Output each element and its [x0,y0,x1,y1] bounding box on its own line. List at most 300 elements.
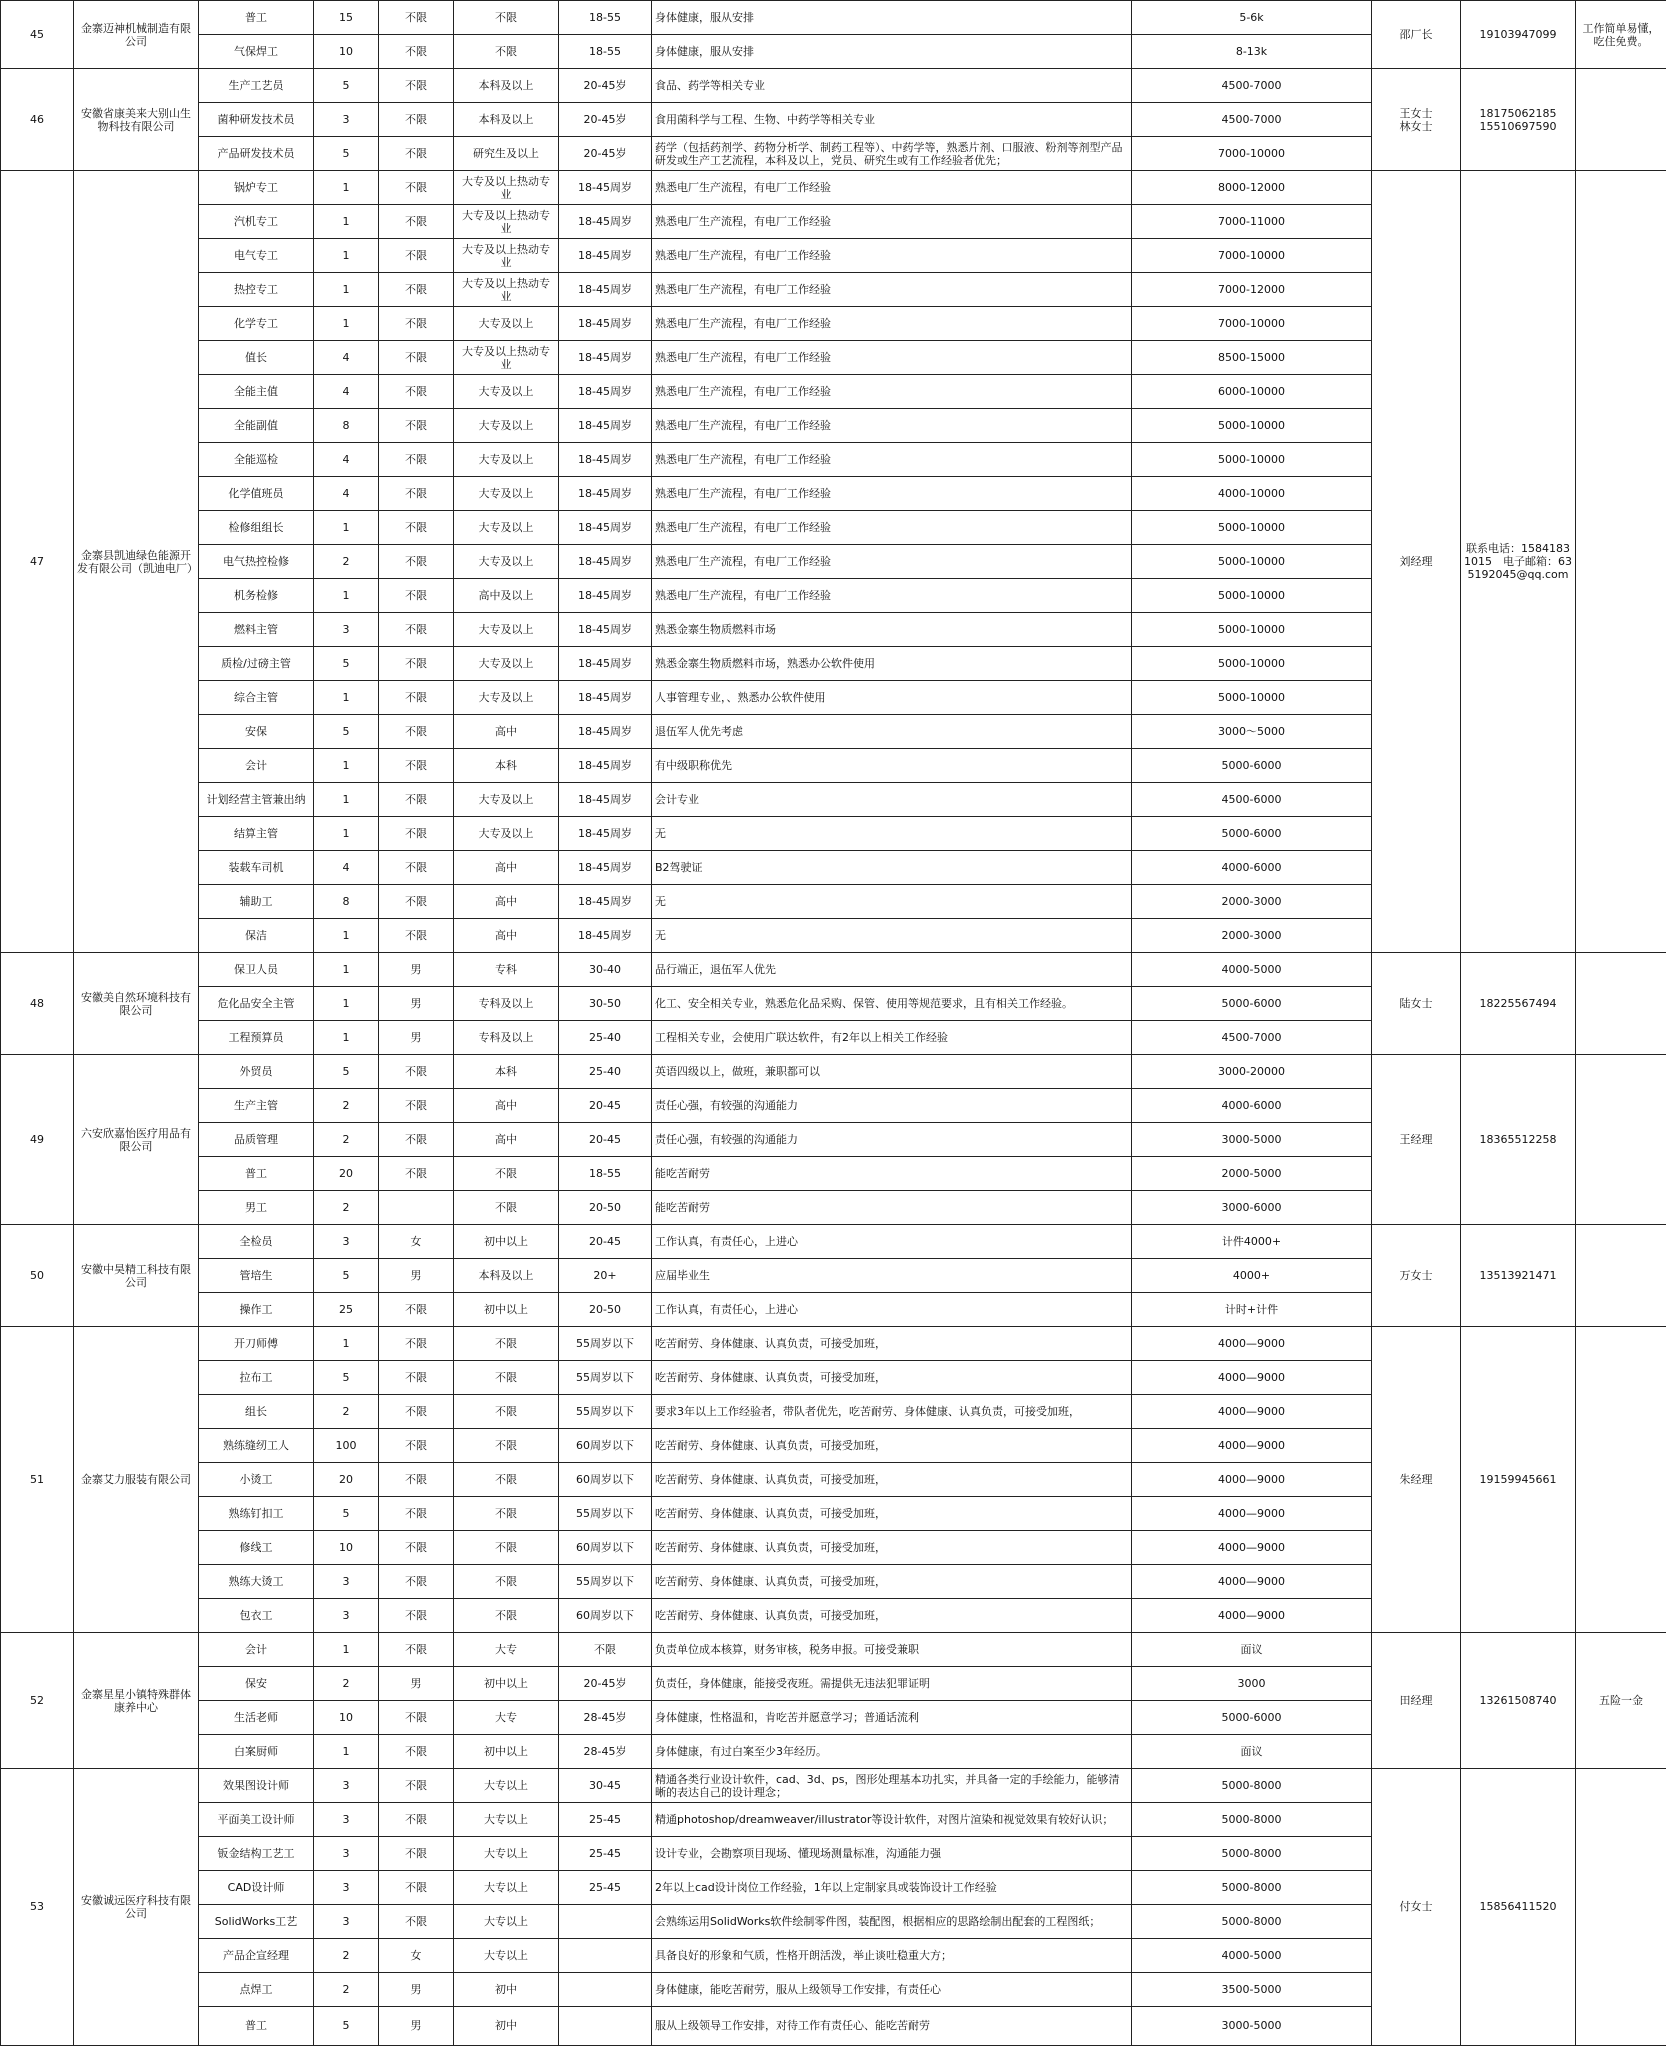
company-name: 安徽中昊精工科技有限公司 [74,1225,199,1327]
job-age: 18-45周岁 [559,239,652,273]
company-number: 52 [1,1633,74,1769]
job-requirements: 食用菌科学与工程、生物、中药学等相关专业 [652,103,1132,137]
job-requirements: 熟悉电厂生产流程，有电厂工作经验 [652,273,1132,307]
job-gender [379,1191,454,1225]
job-age: 20-45岁 [559,69,652,103]
job-education: 不限 [454,1,559,35]
job-education: 初中 [454,2007,559,2046]
job-count: 1 [314,817,379,851]
job-salary: 7000-10000 [1132,307,1372,341]
job-requirements: 身体健康，性格温和，肯吃苦并愿意学习；普通话流利 [652,1701,1132,1735]
job-title: 危化品安全主管 [199,987,314,1021]
job-salary: 面议 [1132,1735,1372,1769]
job-title: CAD设计师 [199,1871,314,1905]
job-salary: 3000-20000 [1132,1055,1372,1089]
job-gender: 不限 [379,171,454,205]
job-salary: 5000-10000 [1132,579,1372,613]
job-gender: 不限 [379,885,454,919]
job-title: 包衣工 [199,1599,314,1633]
job-age: 20-50 [559,1191,652,1225]
job-gender: 男 [379,1259,454,1293]
job-gender: 不限 [379,749,454,783]
job-count: 1 [314,681,379,715]
company-phone: 18175062185 15510697590 [1461,69,1576,171]
job-gender: 不限 [379,239,454,273]
job-salary: 4000-5000 [1132,953,1372,987]
job-count: 1 [314,783,379,817]
job-gender: 不限 [379,375,454,409]
job-age: 18-45周岁 [559,341,652,375]
job-age: 18-45周岁 [559,749,652,783]
job-age [559,1973,652,2007]
job-title: 气保焊工 [199,35,314,69]
job-title: 结算主管 [199,817,314,851]
job-education: 初中 [454,1973,559,2007]
job-requirements: 人事管理专业，、熟悉办公软件使用 [652,681,1132,715]
job-age [559,1939,652,1973]
job-requirements: 退伍军人优先考虑 [652,715,1132,749]
job-title: 熟练缝纫工人 [199,1429,314,1463]
job-age: 30-40 [559,953,652,987]
job-gender: 不限 [379,1531,454,1565]
job-title: 电气专工 [199,239,314,273]
job-education: 大专及以上热动专业 [454,171,559,205]
job-title: 普工 [199,1157,314,1191]
company-benefits [1576,1327,1666,1633]
job-requirements: 会计专业 [652,783,1132,817]
job-education: 大专及以上 [454,681,559,715]
company-number: 49 [1,1055,74,1225]
job-title: 白案厨师 [199,1735,314,1769]
job-education: 大专 [454,1701,559,1735]
job-education: 高中 [454,919,559,953]
job-gender: 男 [379,2007,454,2046]
job-count: 3 [314,1599,379,1633]
job-age: 18-45周岁 [559,205,652,239]
job-education: 大专及以上 [454,647,559,681]
job-age: 20+ [559,1259,652,1293]
company-benefits [1576,1055,1666,1225]
company-phone: 19103947099 [1461,1,1576,69]
job-education: 专科 [454,953,559,987]
job-requirements: 无 [652,885,1132,919]
job-gender: 不限 [379,1769,454,1803]
job-count: 1 [314,171,379,205]
company-name: 金寨迈神机械制造有限公司 [74,1,199,69]
job-salary: 7000-11000 [1132,205,1372,239]
job-salary: 4000—9000 [1132,1565,1372,1599]
job-age: 25-40 [559,1055,652,1089]
job-education: 大专及以上 [454,409,559,443]
job-count: 4 [314,851,379,885]
job-title: 男工 [199,1191,314,1225]
job-requirements: 身体健康，能吃苦耐劳，服从上级领导工作安排，有责任心 [652,1973,1132,2007]
job-age: 18-55 [559,1157,652,1191]
job-gender: 不限 [379,1395,454,1429]
table-row [1,953,1666,987]
job-salary: 3000 [1132,1667,1372,1701]
job-salary: 5000-6000 [1132,749,1372,783]
job-count: 1 [314,1021,379,1055]
job-age: 18-45周岁 [559,171,652,205]
job-education: 大专以上 [454,1837,559,1871]
job-salary: 8-13k [1132,35,1372,69]
job-age: 18-45周岁 [559,579,652,613]
job-age: 18-45周岁 [559,783,652,817]
job-title: 全能巡检 [199,443,314,477]
company-contact: 邵厂长 [1372,1,1461,69]
job-age: 55周岁以下 [559,1327,652,1361]
company-phone: 18365512258 [1461,1055,1576,1225]
job-salary: 4000-6000 [1132,851,1372,885]
job-count: 2 [314,1089,379,1123]
job-education: 大专及以上热动专业 [454,341,559,375]
job-title: 锅炉专工 [199,171,314,205]
job-requirements: 能吃苦耐劳 [652,1191,1132,1225]
job-count: 100 [314,1429,379,1463]
company-contact: 刘经理 [1372,171,1461,953]
job-education: 高中 [454,1089,559,1123]
job-salary: 2000-3000 [1132,885,1372,919]
job-count: 8 [314,885,379,919]
job-count: 1 [314,749,379,783]
company-name: 安徽美自然环境科技有限公司 [74,953,199,1055]
job-education: 高中 [454,851,559,885]
company-phone: 18225567494 [1461,953,1576,1055]
company-number: 47 [1,171,74,953]
job-age: 55周岁以下 [559,1395,652,1429]
job-gender: 不限 [379,1735,454,1769]
job-gender: 不限 [379,1089,454,1123]
job-salary: 5000-8000 [1132,1769,1372,1803]
job-age: 55周岁以下 [559,1565,652,1599]
job-title: 点焊工 [199,1973,314,2007]
company-benefits [1576,1769,1666,2046]
job-gender: 男 [379,953,454,987]
job-requirements: 身体健康，服从安排 [652,1,1132,35]
job-count: 5 [314,1259,379,1293]
job-salary: 4000—9000 [1132,1531,1372,1565]
job-gender: 男 [379,1021,454,1055]
company-benefits [1576,171,1666,953]
job-count: 3 [314,1871,379,1905]
job-title: 外贸员 [199,1055,314,1089]
job-salary: 5000-10000 [1132,613,1372,647]
company-name: 金寨星星小镇特殊群体康养中心 [74,1633,199,1769]
job-age: 30-45 [559,1769,652,1803]
job-education: 高中 [454,1123,559,1157]
job-salary: 4000-10000 [1132,477,1372,511]
job-count: 1 [314,511,379,545]
job-count: 8 [314,409,379,443]
job-count: 1 [314,919,379,953]
job-gender: 不限 [379,1803,454,1837]
job-count: 3 [314,1769,379,1803]
job-education: 初中以上 [454,1735,559,1769]
job-education: 不限 [454,35,559,69]
job-requirements: 吃苦耐劳、身体健康、认真负责，可接受加班， [652,1497,1132,1531]
job-age: 60周岁以下 [559,1531,652,1565]
job-requirements: 熟悉电厂生产流程，有电厂工作经验 [652,239,1132,273]
job-salary: 4500-7000 [1132,69,1372,103]
job-salary: 3000-6000 [1132,1191,1372,1225]
job-requirements: 无 [652,919,1132,953]
company-name: 安徽省康美来大别山生物科技有限公司 [74,69,199,171]
job-title: 菌种研发技术员 [199,103,314,137]
job-count: 5 [314,1361,379,1395]
job-gender: 男 [379,1973,454,2007]
job-count: 10 [314,1701,379,1735]
job-requirements: 吃苦耐劳、身体健康、认真负责，可接受加班， [652,1361,1132,1395]
company-contact: 付女士 [1372,1769,1461,2046]
job-requirements: 工作认真，有责任心，上进心 [652,1293,1132,1327]
job-requirements: 熟悉金寨生物质燃料市场 [652,613,1132,647]
job-gender: 不限 [379,613,454,647]
job-gender: 不限 [379,307,454,341]
company-phone: 13261508740 [1461,1633,1576,1769]
job-salary: 6000-10000 [1132,375,1372,409]
job-salary: 5-6k [1132,1,1372,35]
company-phone: 13513921471 [1461,1225,1576,1327]
job-count: 4 [314,341,379,375]
job-gender: 不限 [379,103,454,137]
job-age: 25-45 [559,1871,652,1905]
job-count: 2 [314,545,379,579]
job-education: 不限 [454,1395,559,1429]
job-requirements: B2驾驶证 [652,851,1132,885]
table-row [1,69,1666,103]
job-requirements: 吃苦耐劳、身体健康、认真负责，可接受加班， [652,1531,1132,1565]
job-title: 综合主管 [199,681,314,715]
job-age: 18-45周岁 [559,375,652,409]
company-number: 50 [1,1225,74,1327]
job-title: SolidWorks工艺 [199,1905,314,1939]
job-title: 安保 [199,715,314,749]
company-number: 48 [1,953,74,1055]
job-requirements: 熟悉电厂生产流程，有电厂工作经验 [652,545,1132,579]
job-age: 18-45周岁 [559,919,652,953]
job-salary: 8000-12000 [1132,171,1372,205]
job-title: 燃料主管 [199,613,314,647]
job-count: 2 [314,1973,379,2007]
job-count: 3 [314,1803,379,1837]
job-gender: 不限 [379,69,454,103]
job-gender: 不限 [379,1055,454,1089]
job-title: 保安 [199,1667,314,1701]
table-row [1,1769,1666,1803]
company-phone: 联系电话：15841831015 电子邮箱：635192045@qq.com [1461,171,1576,953]
job-requirements: 熟悉电厂生产流程，有电厂工作经验 [652,205,1132,239]
job-age: 60周岁以下 [559,1599,652,1633]
job-count: 1 [314,307,379,341]
job-education: 大专及以上 [454,613,559,647]
job-salary: 3500-5000 [1132,1973,1372,2007]
job-count: 2 [314,1667,379,1701]
job-education: 不限 [454,1429,559,1463]
job-count: 4 [314,477,379,511]
company-contact: 朱经理 [1372,1327,1461,1633]
job-title: 电气热控检修 [199,545,314,579]
job-requirements: 化工、安全相关专业，熟悉危化品采购、保管、使用等规范要求，且有相关工作经验。 [652,987,1132,1021]
job-title: 熟练钉扣工 [199,1497,314,1531]
job-age: 25-45 [559,1803,652,1837]
company-name: 金寨县凯迪绿色能源开发有限公司（凯迪电厂） [74,171,199,953]
job-gender: 不限 [379,35,454,69]
job-age: 30-50 [559,987,652,1021]
job-gender: 不限 [379,919,454,953]
job-education: 大专及以上 [454,375,559,409]
job-title: 产品企宣经理 [199,1939,314,1973]
job-education: 大专及以上热动专业 [454,273,559,307]
job-gender: 不限 [379,783,454,817]
job-age: 18-45周岁 [559,511,652,545]
job-title: 熟练大烫工 [199,1565,314,1599]
job-count: 5 [314,1497,379,1531]
job-title: 开刀师傅 [199,1327,314,1361]
job-age: 18-45周岁 [559,613,652,647]
job-gender: 不限 [379,579,454,613]
job-requirements: 应届毕业生 [652,1259,1132,1293]
job-gender: 不限 [379,1293,454,1327]
job-requirements: 吃苦耐劳、身体健康、认真负责，可接受加班， [652,1327,1132,1361]
job-salary: 4000—9000 [1132,1599,1372,1633]
job-education: 不限 [454,1361,559,1395]
job-requirements: 品行端正，退伍军人优先 [652,953,1132,987]
job-count: 1 [314,953,379,987]
company-contact: 王经理 [1372,1055,1461,1225]
job-education: 大专及以上 [454,443,559,477]
job-salary: 2000-5000 [1132,1157,1372,1191]
job-gender: 不限 [379,1,454,35]
job-count: 15 [314,1,379,35]
job-gender: 不限 [379,205,454,239]
job-salary: 4000—9000 [1132,1327,1372,1361]
job-title: 会计 [199,1633,314,1667]
job-gender: 男 [379,987,454,1021]
job-salary: 7000-12000 [1132,273,1372,307]
job-requirements: 精通photoshop/dreamweaver/illustrator等设计软件，对图片渲染和视觉效果有较好认识； [652,1803,1132,1837]
job-age: 18-45周岁 [559,885,652,919]
job-gender: 不限 [379,1599,454,1633]
company-contact: 陆女士 [1372,953,1461,1055]
job-requirements: 设计专业，会勘察项目现场、懂现场测量标准，沟通能力强 [652,1837,1132,1871]
job-title: 检修组组长 [199,511,314,545]
job-title: 普工 [199,1,314,35]
job-salary: 5000-10000 [1132,545,1372,579]
job-count: 3 [314,1225,379,1259]
job-title: 修线工 [199,1531,314,1565]
job-salary: 5000-10000 [1132,511,1372,545]
job-salary: 4000—9000 [1132,1429,1372,1463]
job-age: 18-45周岁 [559,715,652,749]
job-gender: 不限 [379,1837,454,1871]
job-requirements: 有中级职称优先 [652,749,1132,783]
job-education: 大专以上 [454,1803,559,1837]
job-count: 10 [314,35,379,69]
job-title: 会计 [199,749,314,783]
job-education: 初中以上 [454,1667,559,1701]
job-salary: 计时+计件 [1132,1293,1372,1327]
job-requirements: 2年以上cad设计岗位工作经验，1年以上定制家具或装饰设计工作经验 [652,1871,1132,1905]
job-gender: 不限 [379,1565,454,1599]
job-gender: 不限 [379,647,454,681]
job-title: 辅助工 [199,885,314,919]
job-age: 28-45岁 [559,1701,652,1735]
table-row [1,1,1666,35]
job-count: 20 [314,1157,379,1191]
job-age: 20-45岁 [559,137,652,171]
job-education: 大专及以上热动专业 [454,205,559,239]
job-gender: 不限 [379,1633,454,1667]
job-education: 大专及以上热动专业 [454,239,559,273]
job-age: 18-45周岁 [559,273,652,307]
company-number: 51 [1,1327,74,1633]
job-education: 本科 [454,1055,559,1089]
job-count: 10 [314,1531,379,1565]
company-benefits [1576,953,1666,1055]
job-education: 初中以上 [454,1293,559,1327]
job-education: 不限 [454,1157,559,1191]
job-title: 化学专工 [199,307,314,341]
job-age: 18-45周岁 [559,545,652,579]
job-age: 20-45岁 [559,1667,652,1701]
job-gender: 不限 [379,1701,454,1735]
job-count: 1 [314,1327,379,1361]
job-age: 18-45周岁 [559,681,652,715]
job-gender: 不限 [379,1905,454,1939]
job-title: 保卫人员 [199,953,314,987]
job-gender: 不限 [379,1429,454,1463]
job-count: 1 [314,273,379,307]
job-gender: 女 [379,1225,454,1259]
job-salary: 5000-8000 [1132,1837,1372,1871]
job-requirements: 熟悉电厂生产流程，有电厂工作经验 [652,307,1132,341]
company-benefits [1576,1225,1666,1327]
job-count: 1 [314,579,379,613]
job-title: 生活老师 [199,1701,314,1735]
job-gender: 不限 [379,1497,454,1531]
job-salary: 5000-6000 [1132,817,1372,851]
job-title: 平面美工设计师 [199,1803,314,1837]
job-salary: 5000-8000 [1132,1803,1372,1837]
job-requirements: 工程相关专业，会使用广联达软件，有2年以上相关工作经验 [652,1021,1132,1055]
job-gender: 男 [379,1667,454,1701]
job-education: 研究生及以上 [454,137,559,171]
job-salary: 4000-5000 [1132,1939,1372,1973]
job-title: 汽机专工 [199,205,314,239]
job-age: 18-45周岁 [559,443,652,477]
job-title: 效果图设计师 [199,1769,314,1803]
job-count: 20 [314,1463,379,1497]
job-count: 2 [314,1395,379,1429]
job-requirements: 负责任，身体健康，能接受夜班。需提供无违法犯罪证明 [652,1667,1132,1701]
job-salary: 5000-10000 [1132,443,1372,477]
company-contact: 万女士 [1372,1225,1461,1327]
job-requirements: 英语四级以上，做班，兼职都可以 [652,1055,1132,1089]
job-gender: 女 [379,1939,454,1973]
job-count: 2 [314,1939,379,1973]
job-count: 1 [314,1735,379,1769]
job-title: 拉布工 [199,1361,314,1395]
job-gender: 不限 [379,477,454,511]
job-gender: 不限 [379,511,454,545]
job-education: 高中及以上 [454,579,559,613]
job-count: 1 [314,1633,379,1667]
job-title: 产品研发技术员 [199,137,314,171]
job-age: 20-45 [559,1123,652,1157]
job-count: 1 [314,205,379,239]
job-title: 普工 [199,2007,314,2046]
